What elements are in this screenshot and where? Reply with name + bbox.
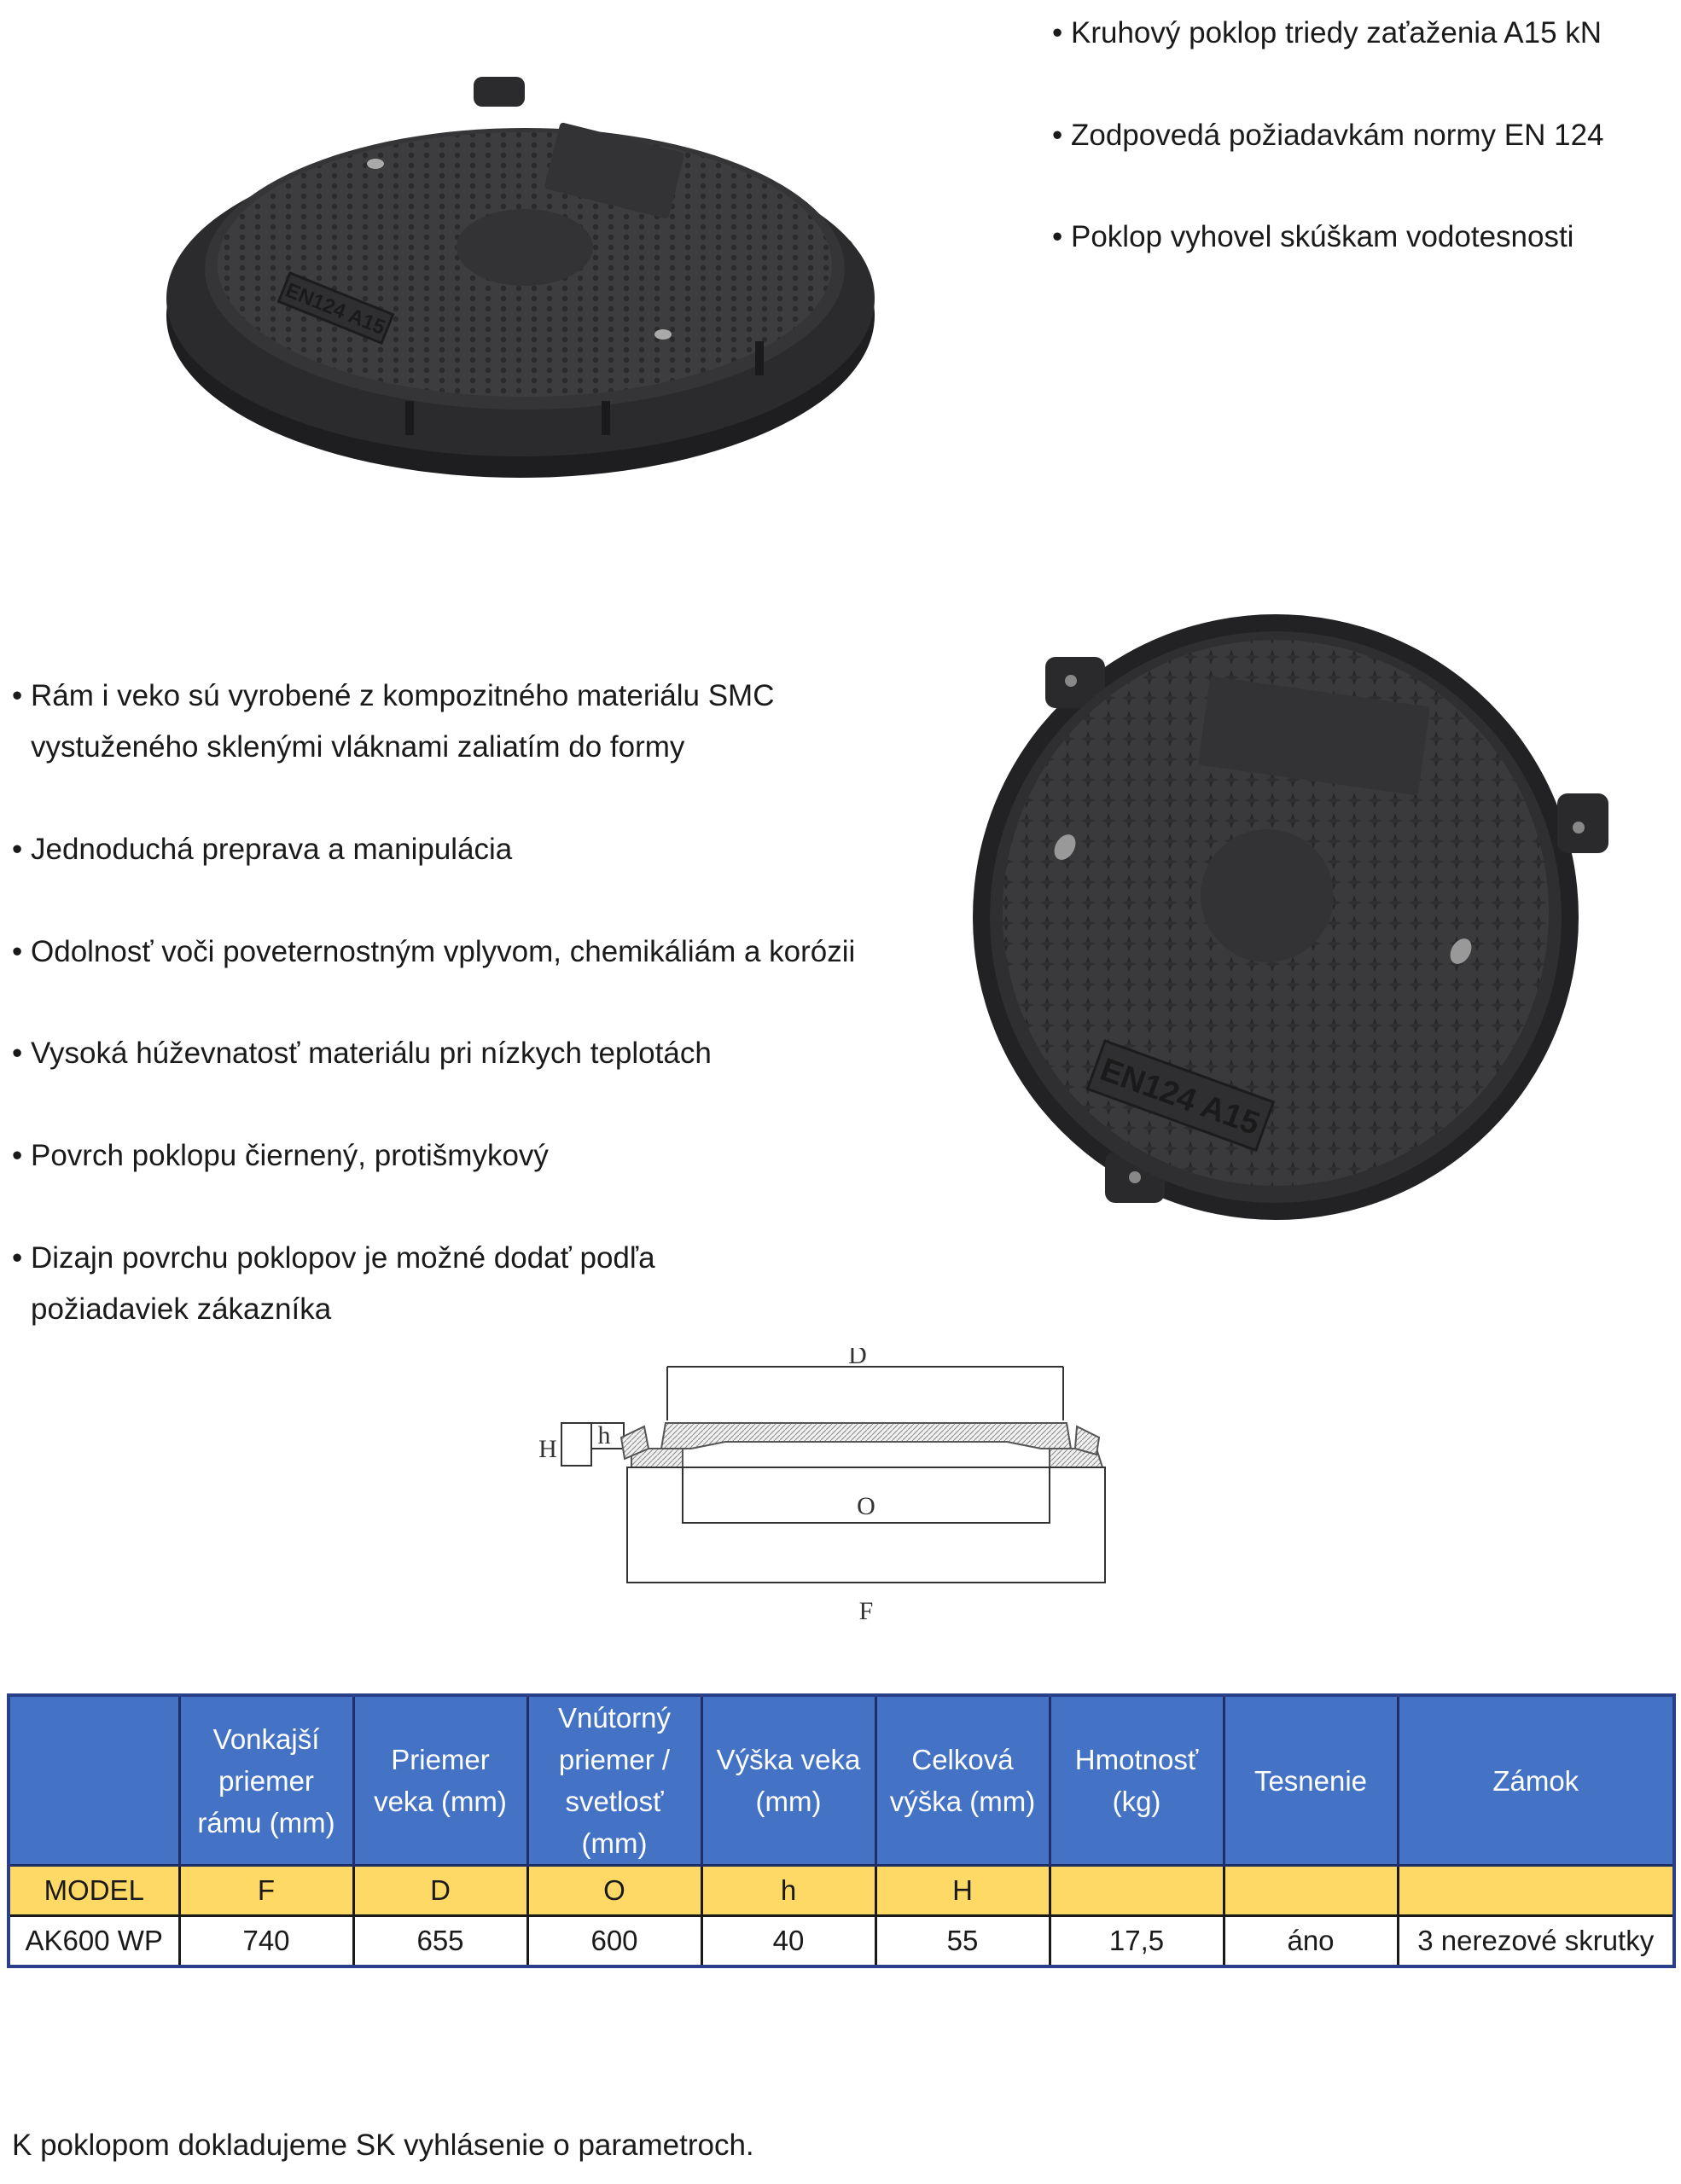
symbol-cell: H [875,1866,1050,1916]
header-empty [9,1695,179,1866]
footer-note: K poklopom dokladujeme SK vyhlásenie o parametroch. [12,2129,754,2162]
header-outer-frame-diameter: Vonkajší priemer rámu (mm) [179,1695,353,1866]
spec-table [7,1693,1676,1968]
symbol-cell [1224,1866,1398,1916]
manhole-cover-image-top [934,606,1617,1237]
cover-marking-top: EN124 A15 [282,278,389,340]
symbol-cell: MODEL [9,1866,179,1916]
header-lid-diameter: Priemer veka (mm) [353,1695,527,1866]
header-lid-height: Výška veka (mm) [701,1695,875,1866]
feature-bullet-handling: • Jednoduchá preprava a manipulácia [12,833,513,866]
feature-bullet-surface: • Povrch poklopu čiernený, protišmykový [12,1139,549,1172]
symbol-cell [1050,1866,1224,1916]
cover-marking-bottom: EN124 A15 [1095,1051,1265,1143]
header-total-height: Celková výška (mm) [875,1695,1050,1866]
model-cell: AK600 WP [9,1916,179,1967]
feature-bullet-load-class: • Kruhový poklop triedy zaťaženia A15 kN [1052,16,1602,49]
label-h: h [597,1421,611,1449]
symbol-cell: O [527,1866,701,1916]
header-seal: Tesnenie [1224,1695,1398,1866]
table-row [9,1916,1674,1967]
cross-section-diagram [529,1348,1126,1638]
label-H: H [538,1435,557,1463]
symbol-cell [1398,1866,1674,1916]
header-lock: Zámok [1398,1695,1674,1866]
label-O: O [857,1492,875,1520]
symbol-cell: h [701,1866,875,1916]
table-symbol-row [9,1866,1674,1916]
value-cell: 655 [353,1916,527,1967]
value-cell: 40 [701,1916,875,1967]
header-weight: Hmotnosť (kg) [1050,1695,1224,1866]
symbol-cell: F [179,1866,353,1916]
feature-bullet-design: • Dizajn povrchu poklopov je možné dodať podľa požiadaviek zákazníka [12,1241,655,1326]
value-cell: áno [1224,1916,1398,1967]
symbol-cell: D [353,1866,527,1916]
feature-bullet-resistance: • Odolnosť voči poveternostným vplyvom, chemikáliám a korózii [12,935,856,968]
feature-bullet-toughness: • Vysoká húževnatosť materiálu pri nízkych teplotách [12,1037,712,1070]
header-inner-diameter: Vnútorný priemer / svetlosť (mm) [527,1695,701,1866]
value-cell: 17,5 [1050,1916,1224,1967]
label-D: D [848,1348,867,1369]
table-header-row [9,1695,1674,1866]
value-cell: 740 [179,1916,353,1967]
feature-bullet-en124: • Zodpovedá požiadavkám normy EN 124 [1052,119,1604,152]
manhole-cover-image-angled [158,68,883,486]
value-cell: 3 nerezové skrutky [1398,1916,1674,1967]
feature-bullet-material: • Rám i veko sú vyrobené z kompozitného materiálu SMC vystuženého sklenými vláknami zaliatím do formy [12,679,775,764]
value-cell: 55 [875,1916,1050,1967]
feature-bullet-watertight: • Poklop vyhovel skúškam vodotesnosti [1052,220,1574,253]
value-cell: 600 [527,1916,701,1967]
label-F: F [858,1597,874,1625]
